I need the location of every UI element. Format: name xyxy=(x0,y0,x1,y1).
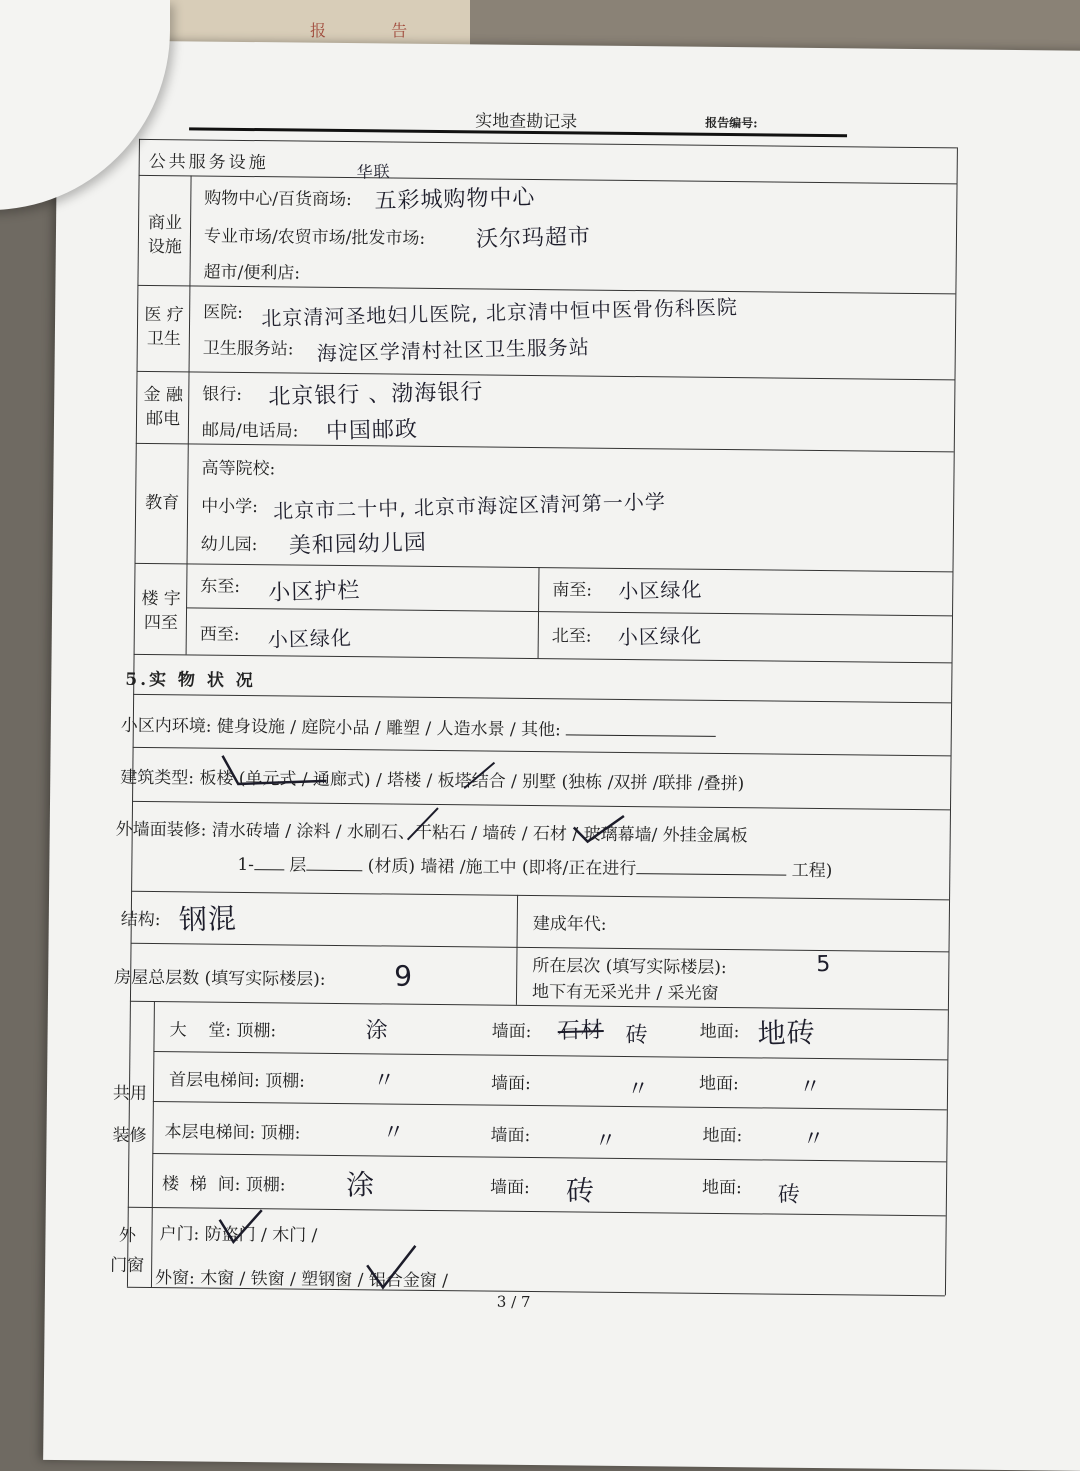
wall-line2-prefix: 1- xyxy=(237,854,255,876)
total-floors-value: 9 xyxy=(393,959,414,993)
floor-elevator-wall-label: 墙面: xyxy=(490,1125,531,1147)
bounds-label: 楼 宇 四至 xyxy=(141,588,181,634)
south-value: 小区绿化 xyxy=(618,577,703,604)
commerce-label: 商业 设施 xyxy=(147,212,183,258)
floor-located-value: 5 xyxy=(816,951,832,978)
post-value: 中国邮政 xyxy=(325,417,419,445)
wall-floor-blank xyxy=(254,855,284,870)
report-number-label: 报告编号: xyxy=(705,115,758,131)
environment-other-blank xyxy=(566,720,716,737)
building-type-checkmark xyxy=(218,750,338,795)
north-label: 北至: xyxy=(551,626,592,647)
hospital-value: 北京清河圣地妇儿医院, 北京清中恒中医骨伤科医院 xyxy=(260,294,739,331)
building-type-strike xyxy=(460,758,500,792)
south-label: 南至: xyxy=(552,580,593,601)
stairwell-floor-value: 砖 xyxy=(777,1182,802,1208)
ground-elevator-wall-value: 〃 xyxy=(626,1076,651,1103)
bank-value: 北京银行 、渤海银行 xyxy=(268,379,484,410)
school-value: 北京市二十中, 北京市海淀区清河第一小学 xyxy=(272,489,667,524)
kindergarten-label: 幼儿园: xyxy=(200,534,258,556)
page-title: 实地查勘记录 xyxy=(475,111,578,133)
section-physical-title: 5.实 物 状 况 xyxy=(125,669,256,692)
background-stamp: 报 告 xyxy=(310,21,438,40)
shopping-value: 五彩城购物中心 xyxy=(374,185,536,215)
wall-project-blank xyxy=(636,859,786,876)
floor-elevator-ceiling-value: 〃 xyxy=(382,1120,406,1146)
wall-line2-material: (材质) 墙裙 /施工中 (即将/正在进行 xyxy=(367,856,637,880)
clinic-label: 卫生服务站: xyxy=(202,338,294,360)
floor-located-label: 所在层次 (填写实际楼层): xyxy=(532,956,727,979)
structure-value: 钢混 xyxy=(178,901,238,937)
ground-elevator-wall-label: 墙面: xyxy=(490,1073,531,1095)
kindergarten-value: 美和园幼儿园 xyxy=(288,530,428,559)
built-year-label: 建成年代: xyxy=(532,914,607,935)
page-number: 3 / 7 xyxy=(496,1292,531,1312)
lobby-wall-value: 砖 xyxy=(625,1022,649,1049)
ground-elevator-floor-value: 〃 xyxy=(798,1074,823,1101)
post-label: 邮局/电话局: xyxy=(201,420,299,442)
lobby-wall-label: 墙面: xyxy=(491,1021,532,1043)
section-public-title: 公共服务设施 xyxy=(148,151,269,174)
environment-text: 小区内环境: 健身设施 / 庭院小品 / 雕塑 / 人造水景 / 其他: xyxy=(120,715,561,741)
clinic-value: 海淀区学清村社区卫生服务站 xyxy=(316,334,591,366)
building-type-text: 建筑类型: 板楼 (单元式 / 通廊式) / 塔楼 / 板塔结合 / 别墅 (独栋 /双拼 /联排 /叠拼) xyxy=(120,767,745,795)
floor-elevator-floor-label: 地面: xyxy=(702,1125,743,1147)
wall-finish-text: 外墙面装修: 清水砖墙 / 涂料 / 水刷石、干粘石 / 墙砖 / 石材 / 玻璃幕墙/ 外挂金属板 xyxy=(115,819,748,847)
education-label: 教育 xyxy=(145,492,180,514)
ground-elevator-ceiling-value: 〃 xyxy=(372,1068,397,1094)
wall-line2-floor: 层 xyxy=(289,855,307,876)
total-floors-label: 房屋总层数 (填写实际楼层): xyxy=(114,967,326,990)
hospital-label: 医院: xyxy=(203,302,243,323)
medical-label: 医 疗 卫生 xyxy=(144,304,184,350)
stairwell-wall-label: 墙面: xyxy=(489,1177,530,1199)
east-value: 小区护栏 xyxy=(268,578,361,606)
lobby-floor-label: 地面: xyxy=(699,1021,740,1043)
shopping-value-overwrite: 华联 xyxy=(356,161,391,182)
bank-label: 银行: xyxy=(202,384,243,405)
ground-elevator-floor-label: 地面: xyxy=(699,1073,739,1095)
window-checkmark xyxy=(363,1241,420,1292)
lobby-ceiling-label: 大 堂: 顶棚: xyxy=(169,1020,277,1042)
market-value: 沃尔玛超市 xyxy=(475,224,592,253)
lightwell-text: 地下有无采光井 / 采光窗 xyxy=(531,982,719,1004)
stairwell-wall-value: 砖 xyxy=(565,1174,596,1208)
form-page xyxy=(43,40,1080,1471)
stairwell-floor-label: 地面: xyxy=(701,1177,742,1199)
doors-windows-label: 外 门窗 xyxy=(110,1225,145,1276)
wall-finish-line2 xyxy=(237,850,832,881)
structure-label: 结构: xyxy=(120,909,161,931)
east-label: 东至: xyxy=(200,576,241,597)
west-label: 西至: xyxy=(199,624,240,645)
finance-label: 金 融 邮电 xyxy=(143,384,184,430)
door-checkmark xyxy=(215,1204,265,1249)
wall-material-blank xyxy=(306,856,362,872)
shopping-label: 购物中心/百货商场: xyxy=(204,188,352,211)
convenience-store-label: 超市/便利店: xyxy=(203,262,301,284)
shared-deco-label: 共用 装修 xyxy=(112,1083,148,1146)
wall-finish-strike xyxy=(404,804,444,844)
door-types-text: 户门: 防盗门 / 木门 / xyxy=(159,1224,318,1246)
environment-row xyxy=(121,711,717,742)
floor-elevator-ceiling-label: 本层电梯间: 顶棚: xyxy=(164,1122,301,1144)
market-label: 专业市场/农贸市场/批发市场: xyxy=(203,226,426,249)
window-types-text: 外窗: 木窗 / 铁窗 / 塑钢窗 / 铝合金窗 / xyxy=(154,1268,449,1292)
floor-elevator-wall-value: 〃 xyxy=(594,1128,618,1155)
school-label: 中小学: xyxy=(201,496,258,518)
north-value: 小区绿化 xyxy=(617,623,703,650)
ground-elevator-ceiling-label: 首层电梯间: 顶棚: xyxy=(169,1070,306,1092)
wall-line2-project: 工程) xyxy=(791,860,833,882)
lobby-ceiling-value: 涂 xyxy=(365,1018,390,1044)
college-label: 高等院校: xyxy=(201,458,276,480)
stairwell-ceiling-value: 涂 xyxy=(345,1167,376,1202)
wall-tile-checkmark xyxy=(570,809,630,846)
lobby-floor-value: 地砖 xyxy=(757,1015,817,1051)
west-value: 小区绿化 xyxy=(267,625,353,652)
floor-elevator-floor-value: 〃 xyxy=(802,1126,826,1153)
lobby-wall-struck: 石材 xyxy=(557,1017,605,1045)
stairwell-ceiling-label: 楼 梯 间: 顶棚: xyxy=(161,1174,286,1196)
